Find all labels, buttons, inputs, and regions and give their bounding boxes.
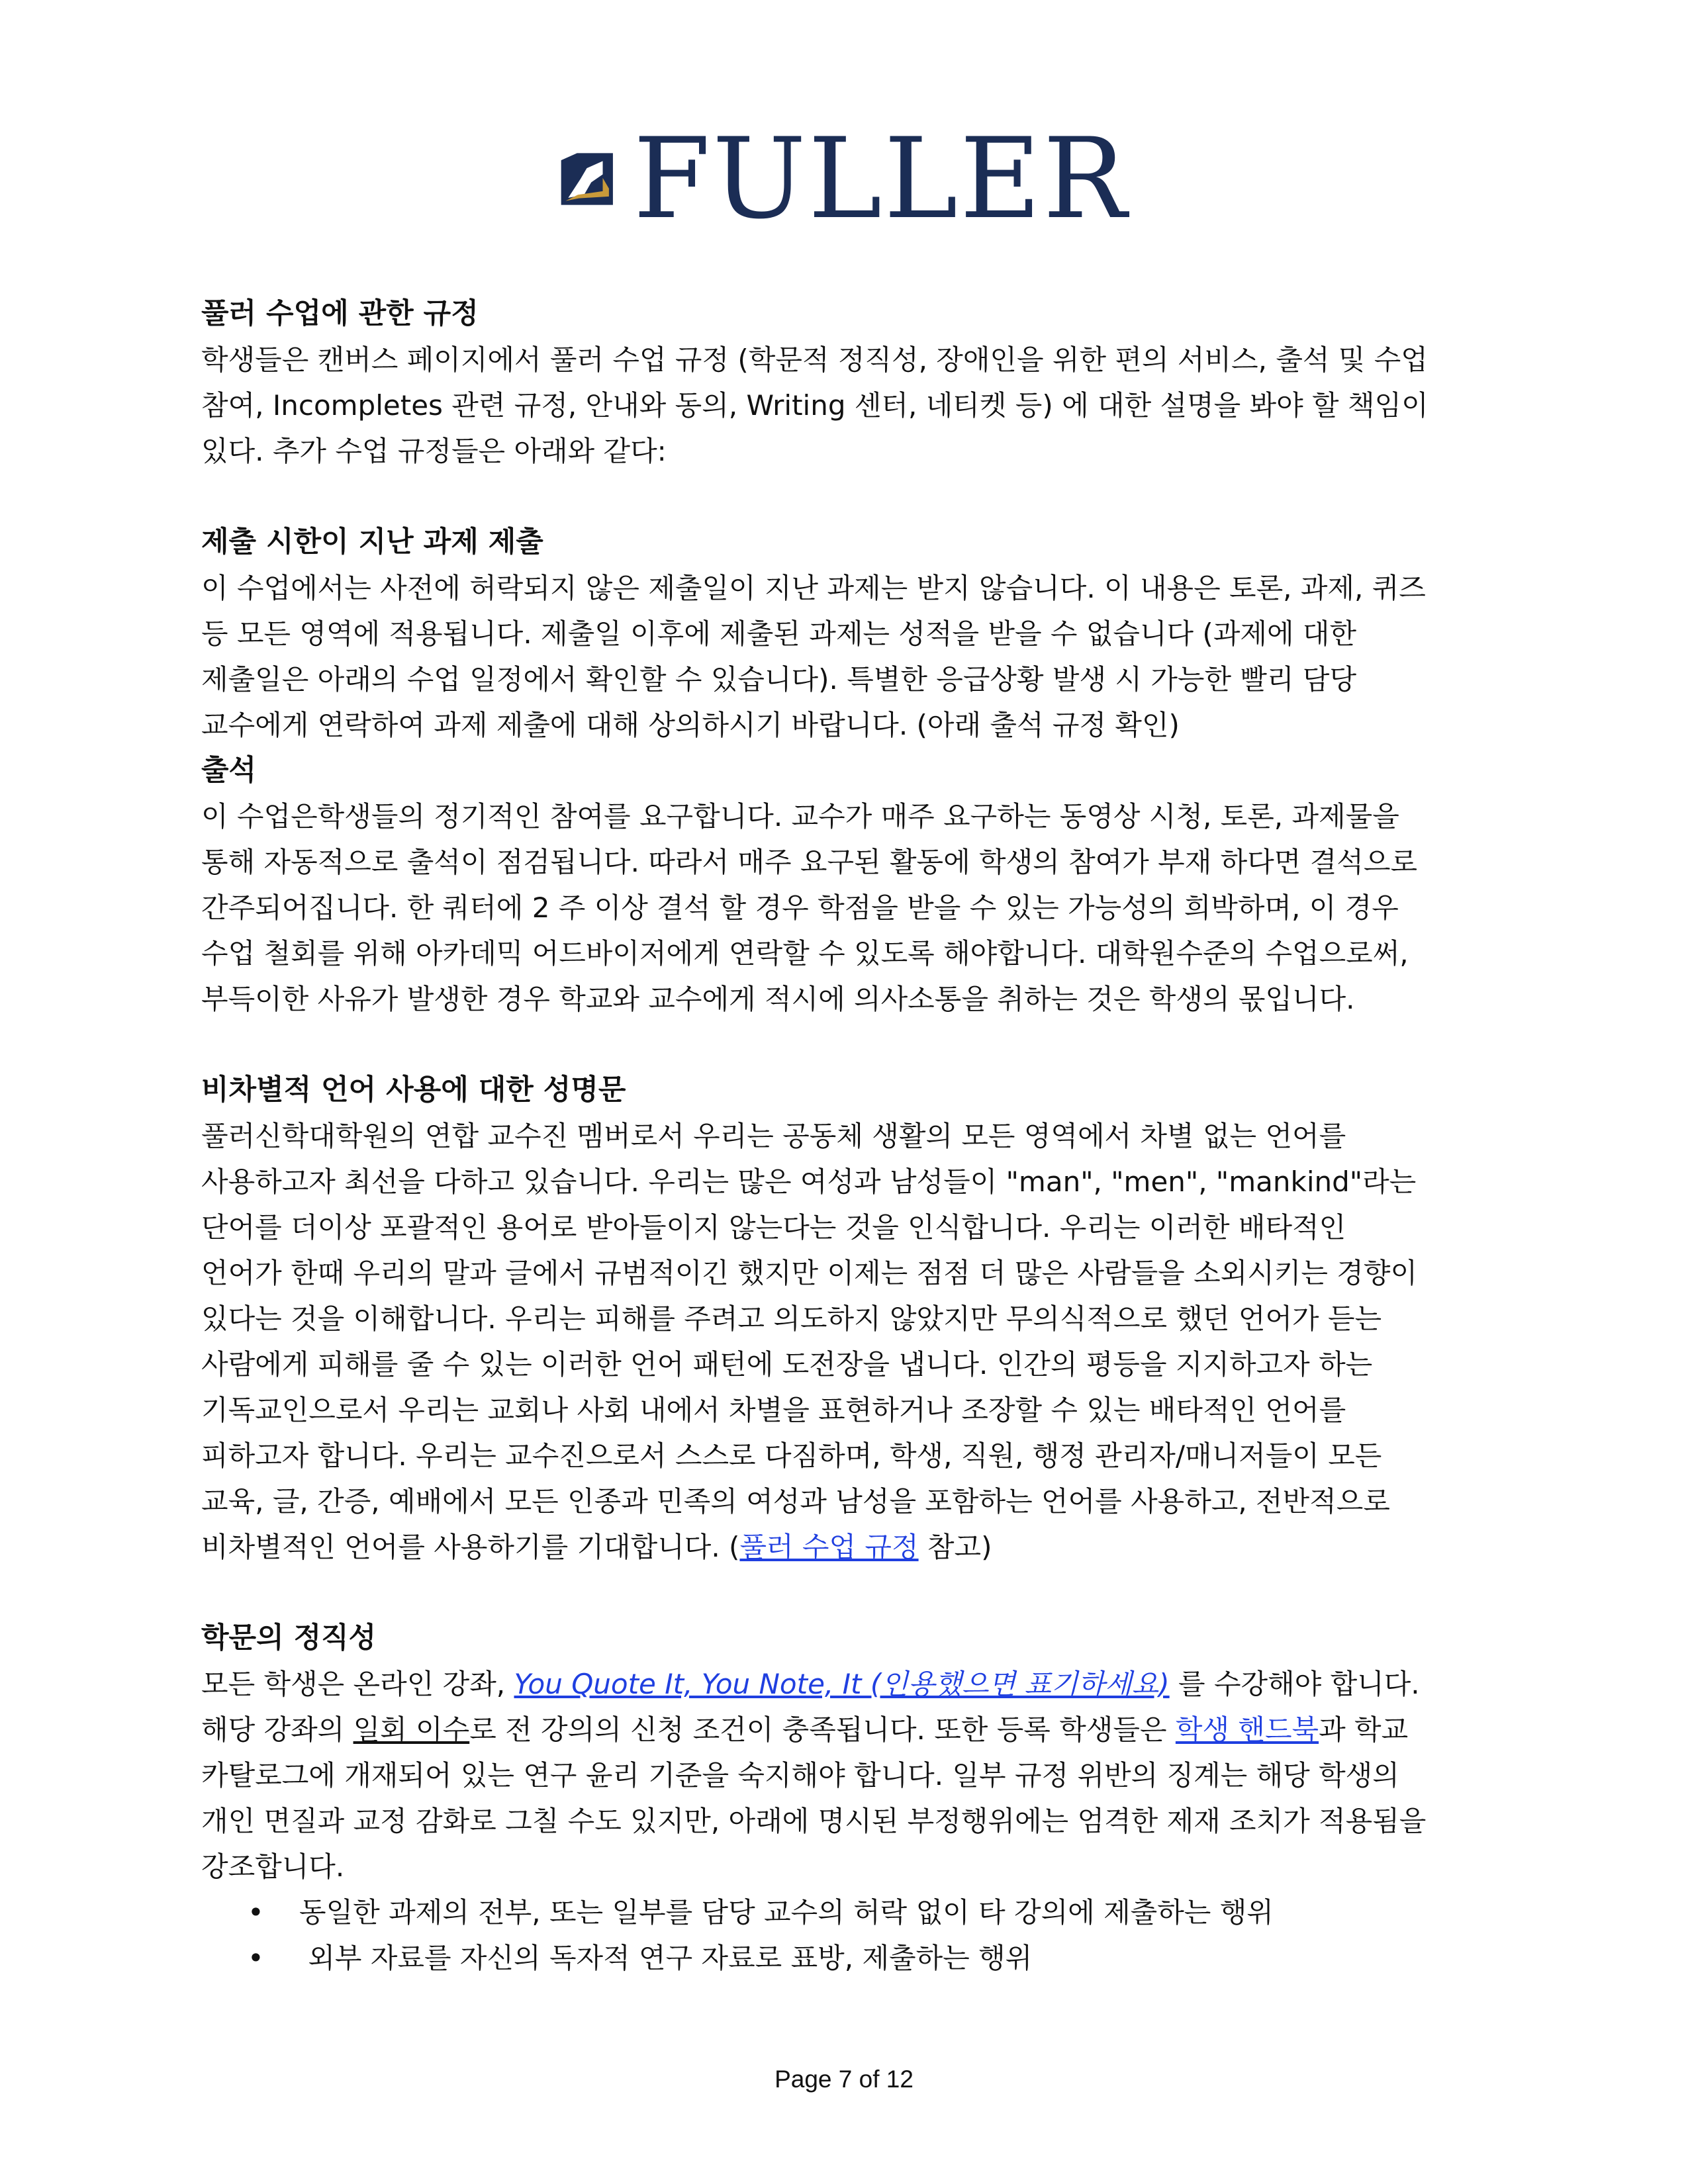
spacer [201,474,1499,520]
spacer [201,1570,1499,1615]
text-run: 비차별적인 언어를 사용하기를 기대합니다. ( [201,1531,740,1563]
section-attendance [201,748,1499,1022]
paragraph-line: 사람에게 피해를 줄 수 있는 이러한 언어 패턴에 도전장을 냅니다. 인간의 평등을 지지하고자 하는 [201,1348,1373,1381]
paragraph-line [201,1707,1499,1752]
paragraph-line: 단어를 더이상 포괄적인 용어로 받아들이지 않는다는 것을 인식합니다. 우리는 이러한 배타적인 [201,1211,1346,1244]
text-run: 모든 학생은 온라인 강좌, [201,1668,514,1700]
paragraph-line: 강조합니다. [201,1850,345,1883]
list-item [201,1935,1499,1981]
paragraph-line: 참여, Incompletes 관련 규정, 안내와 동의, Writing 센터, 네티켓 등) 에 대한 설명을 봐야 할 책임이 [201,389,1429,422]
text-run: 과 학교 [1319,1713,1409,1746]
document-body [201,291,1499,1981]
text-run: 를 수강해야 합니다. [1169,1668,1420,1700]
fuller-logo [559,114,1129,244]
paragraph-line: 카탈로그에 개재되어 있는 연구 윤리 기준을 숙지해야 합니다. 일부 규정 위반의 징계는 해당 학생의 [201,1759,1399,1792]
violation-list [201,1889,1499,1981]
section-heading: 풀러 수업에 관한 규정 [201,297,479,330]
spacer [201,1022,1499,1068]
paragraph-line: 기독교인으로서 우리는 교회나 사회 내에서 차별을 표현하거나 조장할 수 있는 배타적인 언어를 [201,1394,1346,1426]
fuller-book-logo-icon [559,138,615,220]
text-run: 참고) [918,1531,992,1563]
paragraph-line: 이 수업에서는 사전에 허락되지 않은 제출일이 지난 과제는 받지 않습니다. 이 내용은 토론, 과제, 퀴즈 [201,572,1426,604]
paragraph-line: 교육, 글, 간증, 예배에서 모든 인종과 민족의 여성과 남성을 포함하는 언어를 사용하고, 전반적으로 [201,1485,1390,1518]
fuller-wordmark: FULLER [633,114,1129,244]
section-late-submission [201,520,1499,748]
bullet-icon: • [248,1942,264,1974]
course-policy-link[interactable]: 풀러 수업 규정 [739,1531,919,1563]
student-handbook-link[interactable]: 학생 핸드북 [1175,1713,1319,1746]
section-course-policy [201,291,1499,474]
paragraph-line: 있다. 추가 수업 규정들은 아래와 같다: [201,435,667,467]
you-quote-it-course-link[interactable]: You Quote It, You Note, It (인용했으면 표기하세요) [514,1668,1170,1700]
paragraph-line: 피하고자 합니다. 우리는 교수진으로서 스스로 다짐하며, 학생, 직원, 행정 관리자/매니저들이 모든 [201,1439,1382,1472]
section-academic-integrity [201,1615,1499,1981]
text-run: 로 전 강의의 신청 조건이 충족됩니다. 또한 등록 학생들은 [469,1713,1176,1746]
section-heading: 학문의 정직성 [201,1621,377,1655]
paragraph-line: 이 수업은학생들의 정기적인 참여를 요구합니다. 교수가 매주 요구하는 동영상 시청, 토론, 과제물을 [201,800,1399,833]
section-heading: 비차별적 언어 사용에 대한 성명문 [201,1073,626,1107]
paragraph-line: 간주되어집니다. 한 쿼터에 2 주 이상 결석 할 경우 학점을 받을 수 있는 가능성의 희박하며, 이 경우 [201,891,1399,924]
paragraph-line [201,1524,1499,1570]
underlined-text: 일회 이수 [353,1713,470,1746]
list-item-text: 외부 자료를 자신의 독자적 연구 자료로 표방, 제출하는 행위 [299,1942,1033,1974]
paragraph-line: 사용하고자 최선을 다하고 있습니다. 우리는 많은 여성과 남성들이 "man", "men", "mankind"라는 [201,1165,1417,1198]
text-run: 해당 강좌의 [201,1713,353,1746]
bullet-icon: • [248,1896,264,1929]
paragraph-line: 언어가 한때 우리의 말과 글에서 규범적이긴 했지만 이제는 점점 더 많은 사람들을 소외시키는 경향이 [201,1257,1418,1289]
paragraph-line: 수업 철회를 위해 아카데믹 어드바이저에게 연락할 수 있도록 해야합니다. 대학원수준의 수업으로써, [201,937,1409,970]
paragraph-line: 통해 자동적으로 출석이 점검됩니다. 따라서 매주 요구된 활동에 학생의 참여가 부재 하다면 결석으로 [201,846,1418,878]
page-number: Page 7 of 12 [774,2066,914,2093]
paragraph-line: 개인 면질과 교정 감화로 그칠 수도 있지만, 아래에 명시된 부정행위에는 엄격한 제재 조치가 적용됨을 [201,1805,1427,1837]
section-inclusive-language [201,1068,1499,1570]
paragraph-line: 학생들은 캔버스 페이지에서 풀러 수업 규정 (학문적 정직성, 장애인을 위한 편의 서비스, 출석 및 수업 [201,343,1428,376]
paragraph-line: 풀러신학대학원의 연합 교수진 멤버로서 우리는 공동체 생활의 모든 영역에서 차별 없는 언어를 [201,1120,1346,1152]
paragraph-line: 부득이한 사유가 발생한 경우 학교와 교수에게 적시에 의사소통을 취하는 것은 학생의 몫입니다. [201,983,1355,1015]
list-item [201,1889,1499,1935]
paragraph-line: 제출일은 아래의 수업 일정에서 확인할 수 있습니다). 특별한 응급상황 발생 시 가능한 빨리 담당 [201,663,1357,696]
paragraph-line: 교수에게 연락하여 과제 제출에 대해 상의하시기 바랍니다. (아래 출석 규정 확인) [201,709,1180,741]
section-heading: 출석 [201,754,257,787]
paragraph-line [201,1661,1499,1707]
section-heading: 제출 시한이 지난 과제 제출 [201,525,543,559]
paragraph-line: 등 모든 영역에 적용됩니다. 제출일 이후에 제출된 과제는 성적을 받을 수 없습니다 (과제에 대한 [201,617,1357,650]
list-item-text: 동일한 과제의 전부, 또는 일부를 담당 교수의 허락 없이 타 강의에 제출하는 행위 [299,1896,1274,1929]
paragraph-line: 있다는 것을 이해합니다. 우리는 피해를 주려고 의도하지 않았지만 무의식적으로 했던 언어가 듣는 [201,1302,1382,1335]
